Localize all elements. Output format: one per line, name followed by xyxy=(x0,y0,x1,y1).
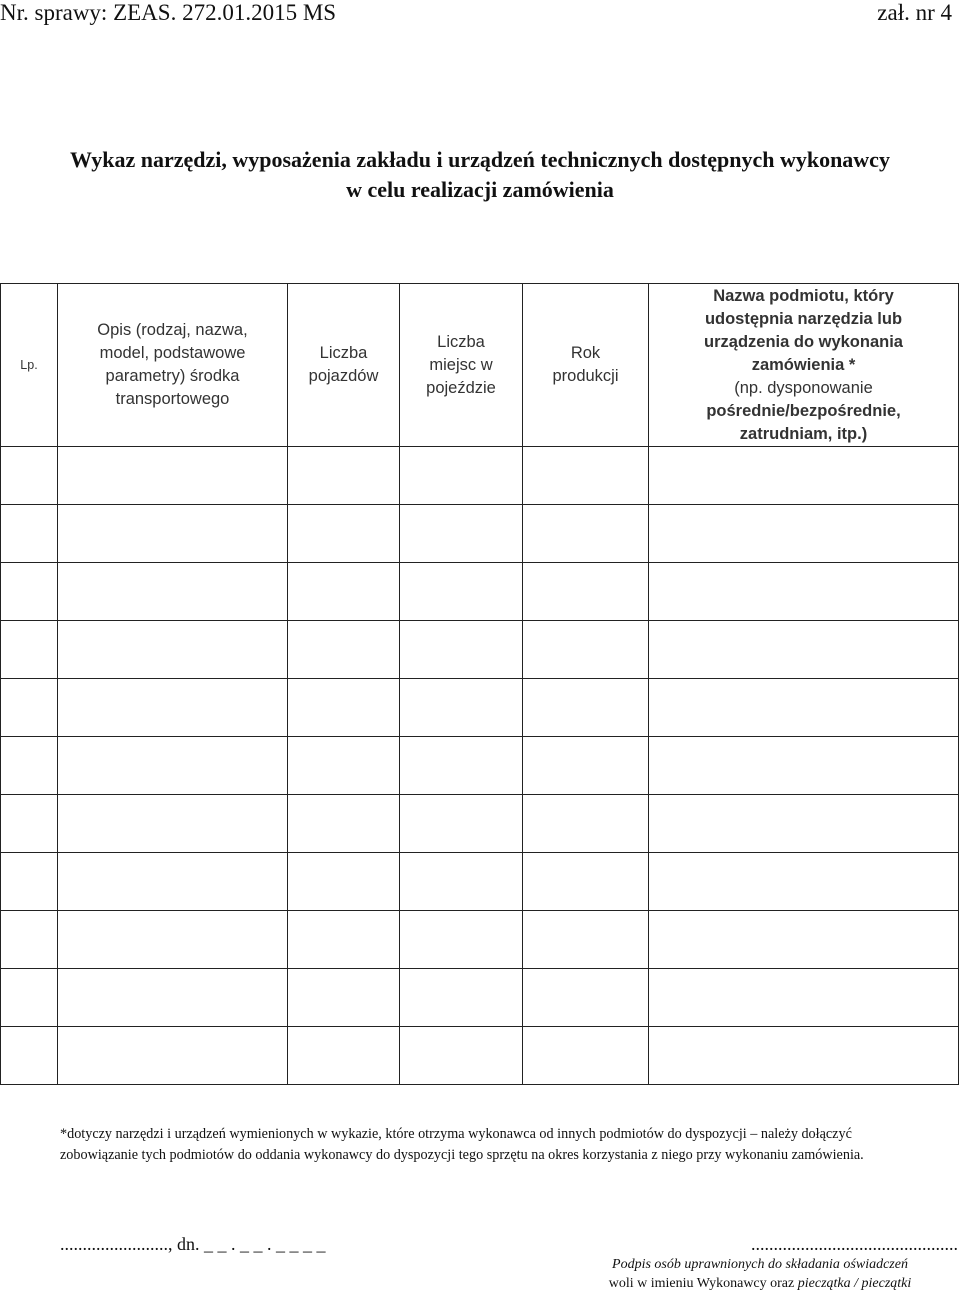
header-entity-line: (np. dysponowanie xyxy=(734,378,873,397)
header-seats-line: pojeździe xyxy=(426,378,496,397)
header-description-line: model, podstawowe xyxy=(99,344,246,362)
table-cell xyxy=(649,447,959,505)
footnote xyxy=(60,1124,960,1166)
signature-line: .............................................. xyxy=(751,1234,958,1254)
table-cell xyxy=(58,679,288,737)
footnote-line1: *dotyczy narzędzi i urządzeń wymienionych w wykazie, które otrzyma wykonawca od innych podmiotów do dyspozycji – należy dołączyć xyxy=(60,1126,852,1142)
table-cell xyxy=(400,505,523,563)
header-entity-line: urządzenia do wykonania xyxy=(704,332,903,351)
header-production-year xyxy=(523,284,649,447)
table-cell xyxy=(400,911,523,969)
case-number: Nr. sprawy: ZEAS. 272.01.2015 MS xyxy=(0,0,337,25)
table-cell xyxy=(288,505,400,563)
header-entity xyxy=(649,284,959,447)
table-cell xyxy=(58,1027,288,1085)
table-row xyxy=(1,1027,959,1085)
table-row xyxy=(1,795,959,853)
header-entity-line: pośrednie/bezpośrednie, xyxy=(706,401,901,420)
table-cell xyxy=(1,505,58,563)
table-cell xyxy=(58,795,288,853)
header-description-line: parametry) środka xyxy=(105,367,240,385)
table-row xyxy=(1,505,959,563)
table-row xyxy=(1,911,959,969)
table-row xyxy=(1,969,959,1027)
table-cell xyxy=(523,1027,649,1085)
table-cell xyxy=(288,737,400,795)
table-cell xyxy=(288,969,400,1027)
table-cell xyxy=(58,447,288,505)
document-title-line2: w celu realizacji zamówienia xyxy=(346,177,614,202)
table-cell xyxy=(1,911,58,969)
header-production-year-line: produkcji xyxy=(552,367,619,385)
table-row xyxy=(1,447,959,505)
table-cell xyxy=(58,563,288,621)
table-cell xyxy=(1,1027,58,1085)
table-cell xyxy=(649,795,959,853)
table-cell xyxy=(523,969,649,1027)
table-cell xyxy=(400,795,523,853)
table-cell xyxy=(400,1027,523,1085)
table-cell xyxy=(523,505,649,563)
table-cell xyxy=(400,563,523,621)
table-cell xyxy=(523,795,649,853)
table-cell xyxy=(1,447,58,505)
header-description-line: transportowego xyxy=(115,390,230,408)
table-cell xyxy=(288,853,400,911)
header-description xyxy=(58,284,288,447)
table-cell xyxy=(649,737,959,795)
header-lp: Lp. xyxy=(1,284,58,447)
table-cell xyxy=(58,505,288,563)
table-cell xyxy=(58,969,288,1027)
table-cell xyxy=(649,969,959,1027)
table-cell xyxy=(288,679,400,737)
table-row xyxy=(1,737,959,795)
table-cell xyxy=(1,621,58,679)
table-cell xyxy=(400,447,523,505)
header-entity-line: udostępnia narzędzia lub xyxy=(704,309,903,328)
table-cell xyxy=(523,621,649,679)
table-cell xyxy=(523,447,649,505)
place-date-field: ........................, dn. _ _ . _ _ . _ _ _ _ xyxy=(60,1234,326,1254)
table-cell xyxy=(400,621,523,679)
table-cell xyxy=(58,853,288,911)
header-seats-line: Liczba xyxy=(437,332,485,351)
header-entity-line: zamówienia * xyxy=(751,355,856,374)
table-header-row xyxy=(1,284,959,447)
header-description-line: Opis (rodzaj, nazwa, xyxy=(97,321,248,339)
table-cell xyxy=(649,505,959,563)
document-title-line1: Wykaz narzędzi, wyposażenia zakładu i urządzeń technicznych dostępnych wykonawcy xyxy=(70,147,890,172)
table-cell xyxy=(288,621,400,679)
table-cell xyxy=(288,1027,400,1085)
header-vehicle-count-line: pojazdów xyxy=(308,367,379,385)
header-vehicle-count-line: Liczba xyxy=(319,344,368,362)
header-vehicle-count xyxy=(288,284,400,447)
table-cell xyxy=(400,969,523,1027)
table-cell xyxy=(288,911,400,969)
signature-caption-italic: pieczątka / pieczątki xyxy=(797,1276,912,1291)
table-row xyxy=(1,679,959,737)
table-cell xyxy=(400,737,523,795)
table-cell xyxy=(1,969,58,1027)
table-cell xyxy=(288,795,400,853)
table-cell xyxy=(649,853,959,911)
table-cell xyxy=(1,563,58,621)
table-cell xyxy=(58,911,288,969)
table-cell xyxy=(1,795,58,853)
table-cell xyxy=(649,679,959,737)
header-seats-line: miejsc w xyxy=(429,355,493,374)
table-cell xyxy=(523,853,649,911)
table-cell xyxy=(1,679,58,737)
table-cell xyxy=(400,679,523,737)
table-cell xyxy=(288,563,400,621)
table-row xyxy=(1,853,959,911)
header-seats xyxy=(400,284,523,447)
table-cell xyxy=(1,853,58,911)
table-row xyxy=(1,621,959,679)
table-cell xyxy=(58,621,288,679)
signature-caption-line2 xyxy=(580,1275,940,1293)
table-cell xyxy=(523,911,649,969)
table-cell xyxy=(649,563,959,621)
table-cell xyxy=(523,737,649,795)
table-cell xyxy=(649,621,959,679)
table-cell xyxy=(400,853,523,911)
header-entity-line: zatrudniam, itp.) xyxy=(739,424,868,443)
table-cell xyxy=(523,679,649,737)
footnote-line2: zobowiązanie tych podmiotów do oddania wykonawcy do dyspozycji tego sprzętu na okres korzystania z niego przy wykonaniu zamówienia. xyxy=(60,1147,864,1163)
table-cell xyxy=(288,447,400,505)
table-cell xyxy=(649,1027,959,1085)
table-cell xyxy=(523,563,649,621)
header-production-year-line: Rok xyxy=(570,344,601,362)
table-cell xyxy=(649,911,959,969)
attachment-number: zał. nr 4 xyxy=(877,0,952,25)
header-entity-line: Nazwa podmiotu, który xyxy=(713,286,894,305)
table-cell xyxy=(58,737,288,795)
signature-caption-line1: Podpis osób uprawnionych do składania oświadczeń xyxy=(612,1257,908,1272)
table-row xyxy=(1,563,959,621)
equipment-table xyxy=(0,283,959,1085)
signature-caption-plain: woli w imieniu Wykonawcy oraz xyxy=(608,1276,798,1291)
table-cell xyxy=(1,737,58,795)
